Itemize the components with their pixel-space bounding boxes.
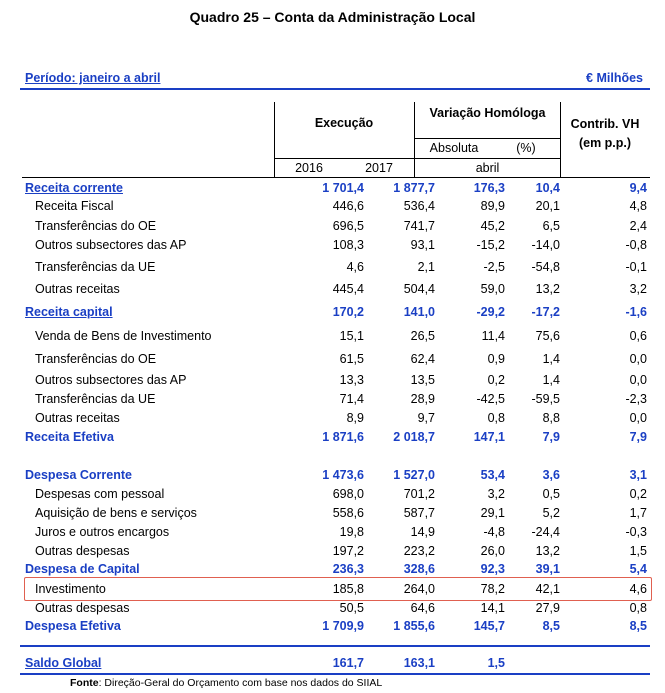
header-rule — [415, 138, 560, 139]
table-row: Receita Efetiva 1 871,6 2 018,7 147,1 7,9 7,9 — [25, 430, 647, 444]
table-row: Receita corrente 1 701,4 1 877,7 176,3 10,4 9,4 — [25, 181, 647, 195]
header-rule — [414, 102, 415, 178]
table-row: Venda de Bens de Investimento 15,1 26,5 11,4 75,6 0,6 — [35, 329, 647, 343]
table-row: Outras receitas 8,9 9,7 0,8 8,8 0,0 — [35, 411, 647, 425]
table-title: Quadro 25 – Conta da Administração Local — [189, 9, 476, 25]
table-row: Juros e outros encargos 19,8 14,9 -4,8 -24,4 -0,3 — [35, 525, 647, 539]
header-rule — [274, 102, 275, 178]
header-abril: abril — [475, 161, 500, 175]
header-2017: 2017 — [365, 161, 393, 175]
saldo-top-rule — [20, 645, 650, 647]
header-rule — [22, 177, 650, 178]
header-rule — [274, 158, 560, 159]
header-execucao: Execução — [314, 116, 374, 130]
table-row: Transferências do OE 696,5 741,7 45,2 6,5 2,4 — [35, 219, 647, 233]
table-row: Despesas com pessoal 698,0 701,2 3,2 0,5 0,2 — [35, 487, 647, 501]
header-absoluta: Absoluta — [429, 141, 479, 155]
header-2016: 2016 — [295, 161, 323, 175]
table-row: Aquisição de bens e serviços 558,6 587,7 29,1 5,2 1,7 — [35, 506, 647, 520]
unit-label: € Milhões — [586, 71, 643, 85]
header-variacao: Variação Homóloga — [429, 106, 546, 120]
saldo-bottom-rule — [20, 673, 650, 675]
header-contrib-2: (em p.p.) — [578, 136, 632, 150]
table-row: Saldo Global 161,7 163,1 1,5 — [25, 656, 505, 670]
header-rule — [560, 102, 561, 178]
table-row: Despesa de Capital 236,3 328,6 92,3 39,1 5,4 — [25, 562, 647, 576]
table-row: Despesa Efetiva 1 709,9 1 855,6 145,7 8,5 8,5 — [25, 619, 647, 633]
table-row: Outras despesas 197,2 223,2 26,0 13,2 1,5 — [35, 544, 647, 558]
source-note: Fonte: Direção-Geral do Orçamento com base nos dados do SIIAL — [70, 677, 383, 689]
table-row: Investimento 185,8 264,0 78,2 42,1 4,6 — [35, 582, 647, 596]
table-row: Outros subsectores das AP 13,3 13,5 0,2 1,4 0,0 — [35, 373, 647, 387]
period-label: Período: janeiro a abril — [25, 71, 161, 85]
table-row: Receita Fiscal 446,6 536,4 89,9 20,1 4,8 — [35, 199, 647, 213]
table-row: Outras receitas 445,4 504,4 59,0 13,2 3,2 — [35, 282, 647, 296]
table-row: Outros subsectores das AP 108,3 93,1 -15,2 -14,0 -0,8 — [35, 238, 647, 252]
header-pct: (%) — [516, 141, 536, 155]
table-row: Transferências da UE 71,4 28,9 -42,5 -59,5 -2,3 — [35, 392, 647, 406]
table-row: Despesa Corrente 1 473,6 1 527,0 53,4 3,6 3,1 — [25, 468, 647, 482]
header-contrib-1: Contrib. VH — [570, 117, 640, 131]
table-row: Receita capital 170,2 141,0 -29,2 -17,2 -1,6 — [25, 305, 647, 319]
table-row: Transferências do OE 61,5 62,4 0,9 1,4 0,0 — [35, 352, 647, 366]
table-row: Transferências da UE 4,6 2,1 -2,5 -54,8 -0,1 — [35, 260, 647, 274]
table-row: Outras despesas 50,5 64,6 14,1 27,9 0,8 — [35, 601, 647, 615]
